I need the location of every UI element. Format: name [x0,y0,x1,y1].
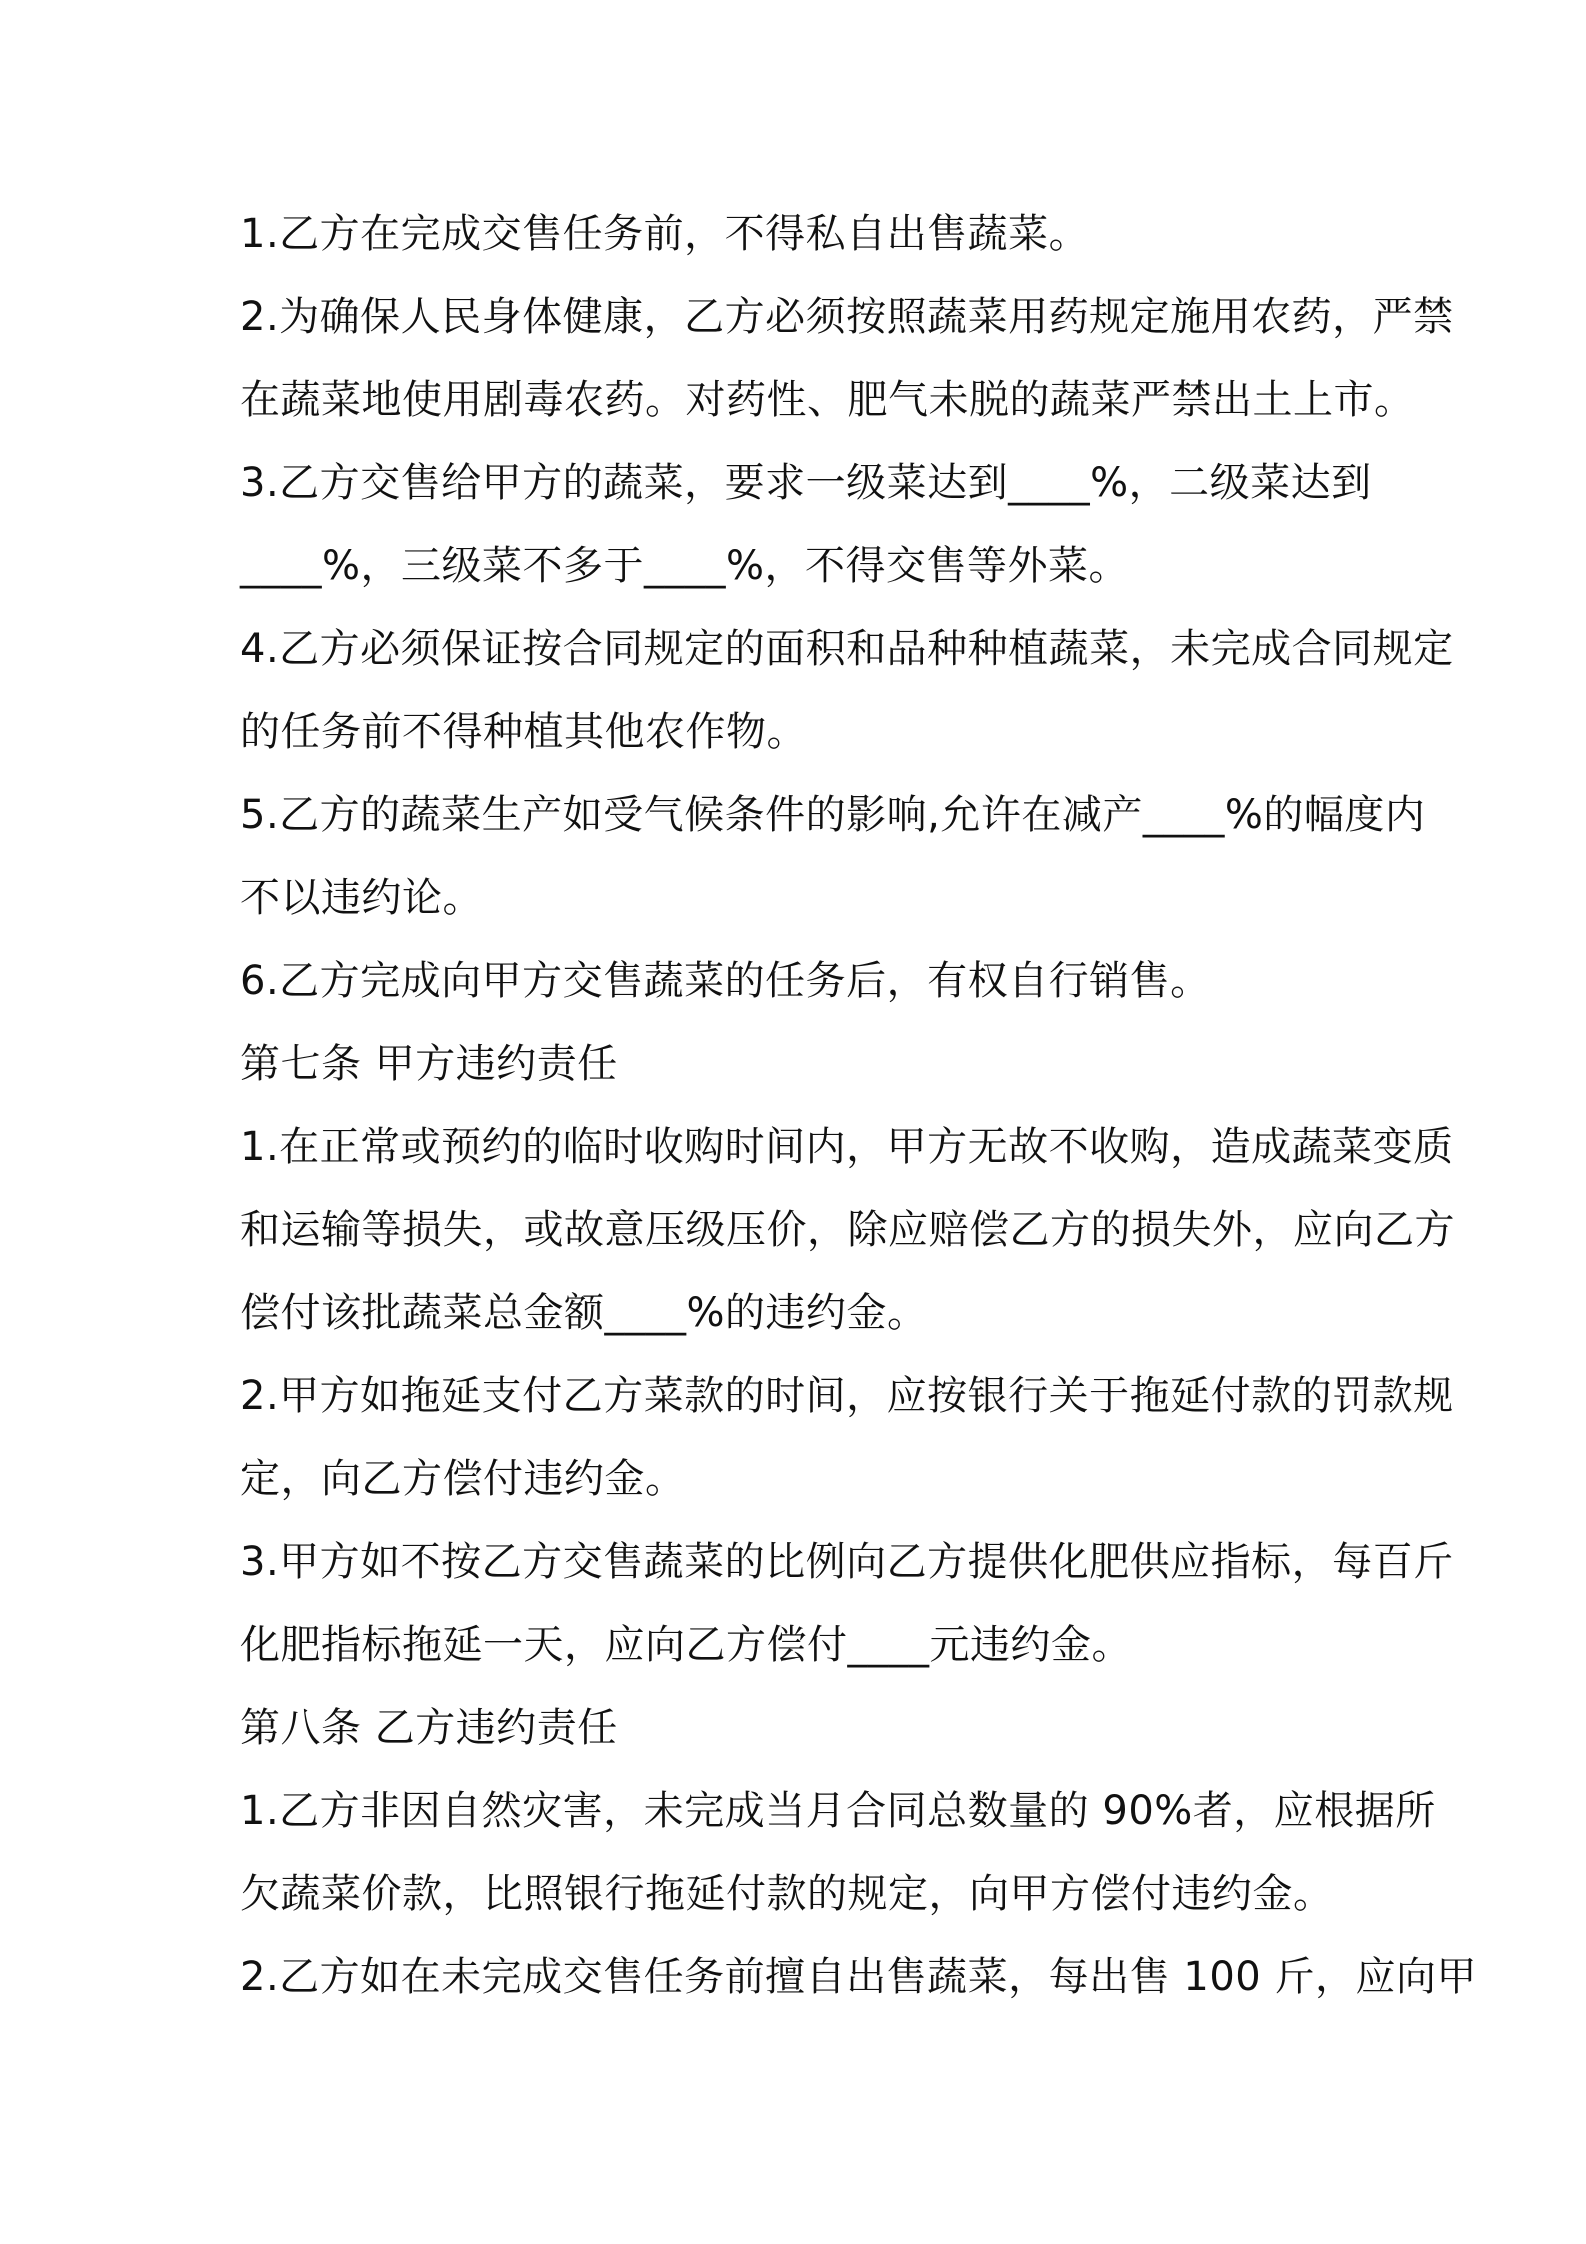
section-heading: 第八条 乙方违约责任 [240,1705,618,1751]
text-line: 的任务前不得种植其他农作物。 [240,709,807,755]
text-line: 偿付该批蔬菜总金额____%的违约金。 [240,1290,928,1336]
text-line: 2.为确保人民身体健康，乙方必须按照蔬菜用药规定施用农药，严禁 [240,294,1454,340]
text-line: 和运输等损失，或故意压级压价，除应赔偿乙方的损失外，应向乙方 [240,1207,1455,1253]
text-line: 1.乙方在完成交售任务前，不得私自出售蔬菜。 [240,211,1090,257]
text-line: 1.乙方非因自然灾害，未完成当月合同总数量的 90%者，应根据所 [240,1788,1436,1834]
text-line: 6.乙方完成向甲方交售蔬菜的任务后，有权自行销售。 [240,958,1211,1004]
text-line: 不以违约论。 [240,875,483,921]
text-line: 在蔬菜地使用剧毒农药。对药性、肥气未脱的蔬菜严禁出土上市。 [240,377,1415,423]
section-heading: 第七条 甲方违约责任 [240,1041,618,1087]
text-line: 3.乙方交售给甲方的蔬菜，要求一级菜达到____%，二级菜达到 [240,460,1372,506]
text-line: 2.甲方如拖延支付乙方菜款的时间，应按银行关于拖延付款的罚款规 [240,1373,1454,1419]
text-line: 5.乙方的蔬菜生产如受气候条件的影响,允许在减产____%的幅度内 [240,792,1426,838]
text-line: 3.甲方如不按乙方交售蔬菜的比例向乙方提供化肥供应指标，每百斤 [240,1539,1454,1585]
text-line: 4.乙方必须保证按合同规定的面积和品种种植蔬菜，未完成合同规定 [240,626,1454,672]
text-line: 定，向乙方偿付违约金。 [240,1456,686,1502]
text-line: 化肥指标拖延一天，应向乙方偿付____元违约金。 [240,1622,1132,1668]
text-line: 1.在正常或预约的临时收购时间内，甲方无故不收购，造成蔬菜变质 [240,1124,1454,1170]
text-line: 欠蔬菜价款，比照银行拖延付款的规定，向甲方偿付违约金。 [240,1871,1334,1917]
text-line: 2.乙方如在未完成交售任务前擅自出售蔬菜，每出售 100 斤，应向甲 [240,1954,1477,2000]
text-line: ____%，三级菜不多于____%，不得交售等外菜。 [240,543,1130,589]
document-page [240,193,1477,2019]
